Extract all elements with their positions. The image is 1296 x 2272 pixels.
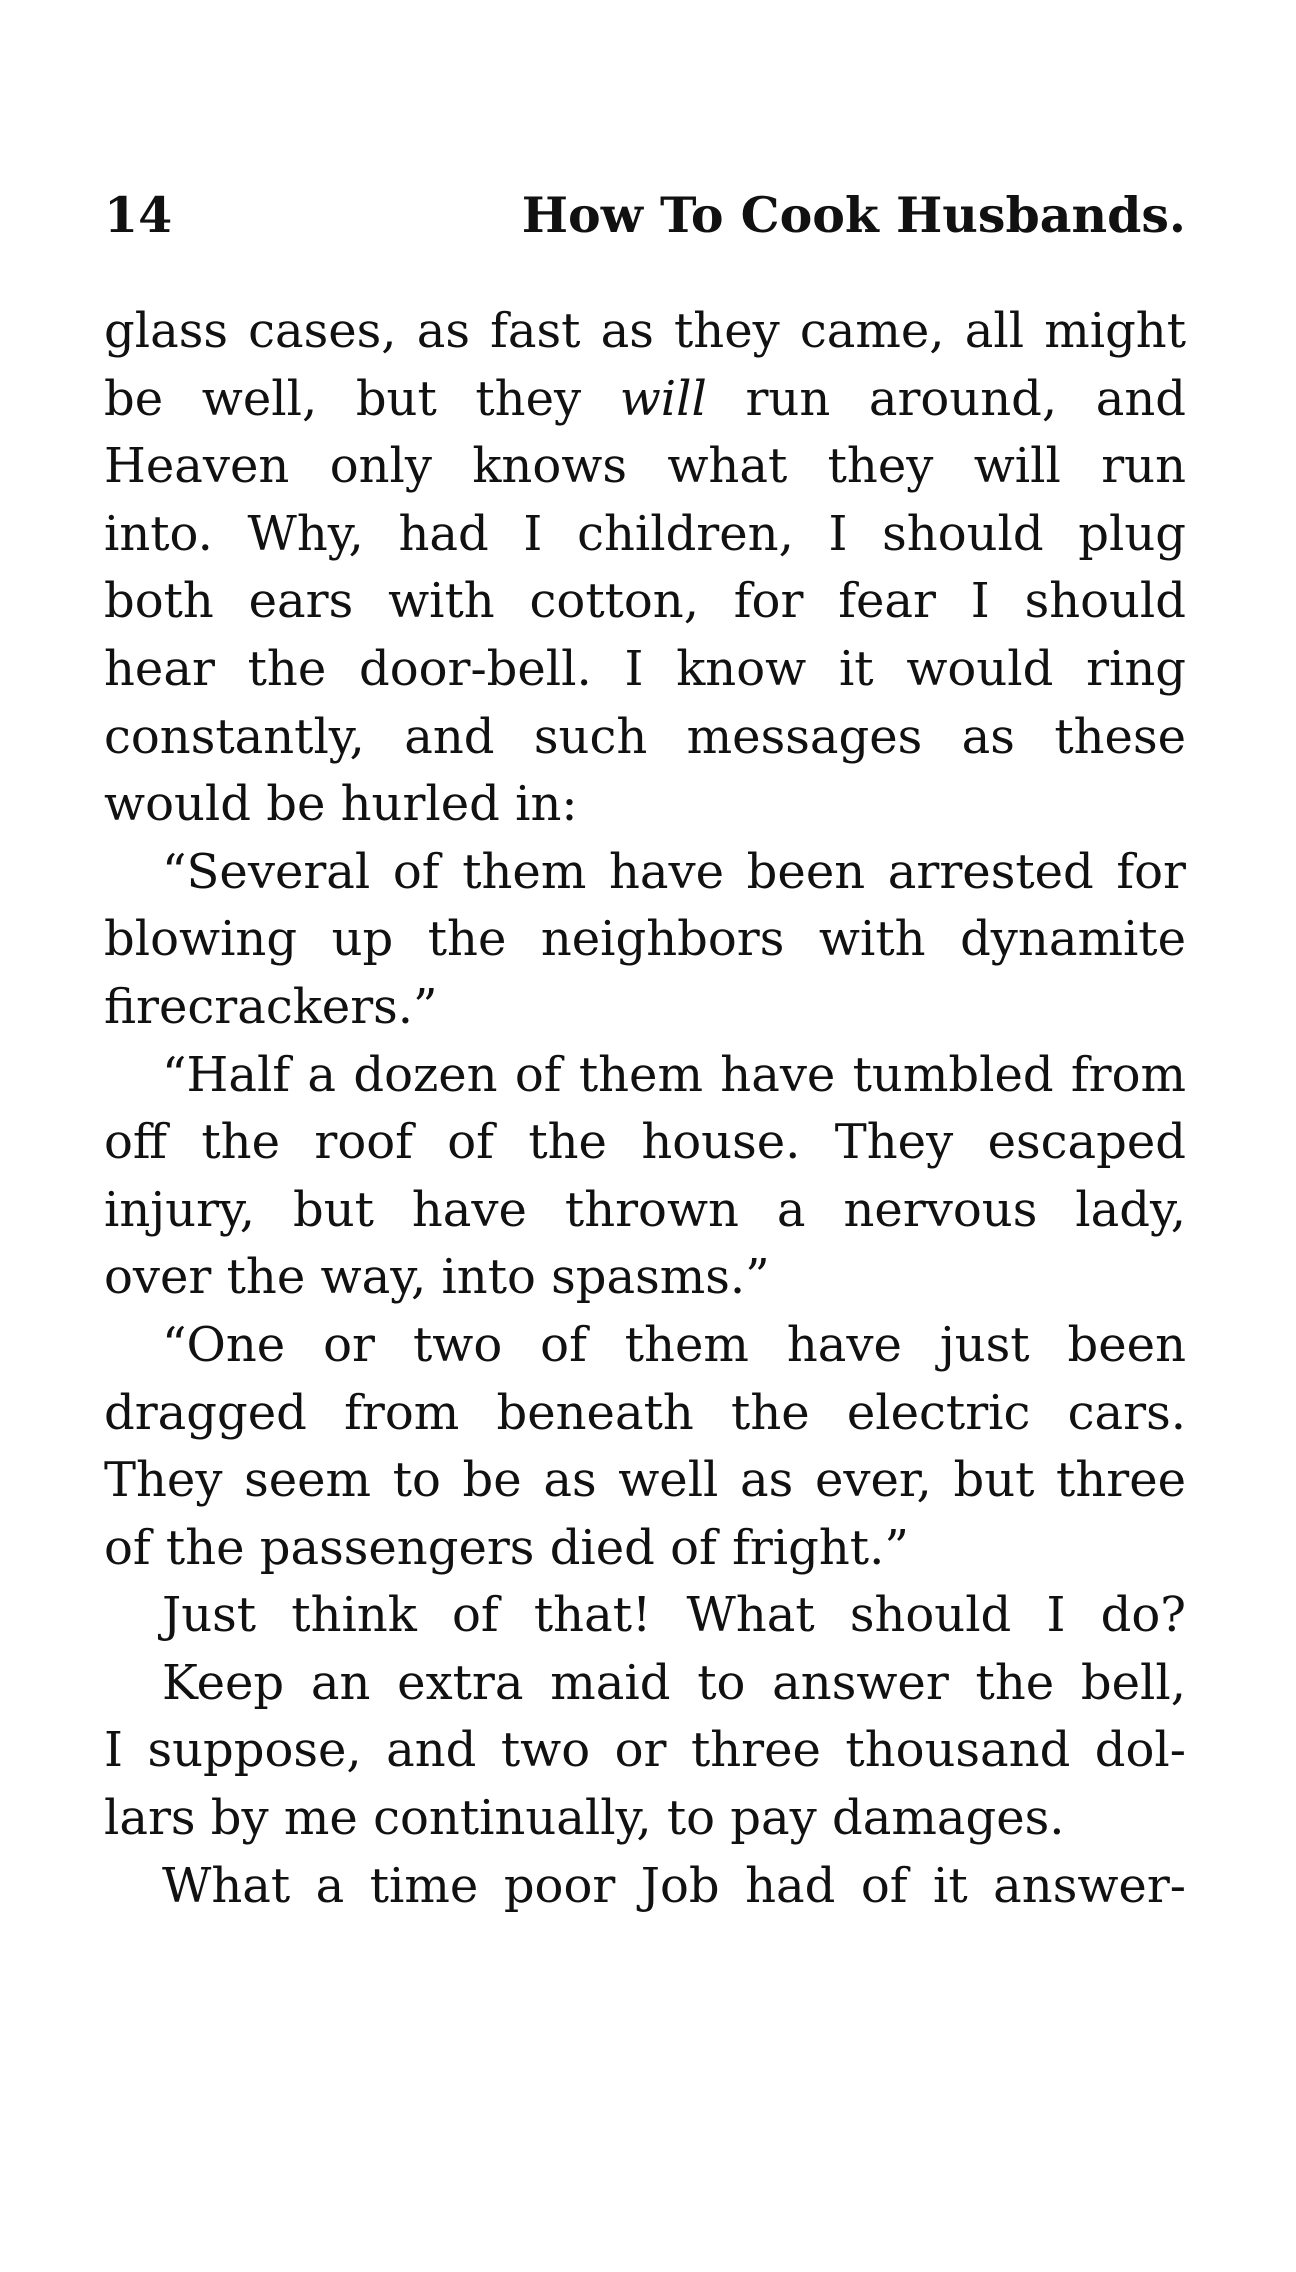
text-line: hear the door-bell. I know it would ring xyxy=(104,640,1186,697)
page-number: 14 xyxy=(104,186,173,244)
text-line: would be hurled in: xyxy=(104,776,578,833)
text-line: over the way, into spasms.” xyxy=(104,1249,770,1306)
text-line: lars by me continually, to pay damages. xyxy=(104,1790,1065,1847)
page-header xyxy=(104,186,1186,262)
text-line: “Several of them have been arrested for xyxy=(162,843,1186,900)
text-line: blowing up the neighbors with dynamite xyxy=(104,911,1186,968)
text-line: injury, but have thrown a nervous lady, xyxy=(104,1181,1186,1238)
text-line: both ears with cotton, for fear I should xyxy=(104,573,1186,630)
text-segment: run around, and xyxy=(706,370,1186,427)
text-line: They seem to be as well as ever, but three xyxy=(104,1452,1186,1509)
body-text xyxy=(104,298,1186,1920)
running-title: How To Cook Husbands. xyxy=(521,186,1186,244)
text-line: Keep an extra maid to answer the bell, xyxy=(162,1654,1186,1711)
text-line xyxy=(104,366,1186,434)
text-line: firecrackers.” xyxy=(104,978,438,1035)
text-line: Just think of that! What should I do? xyxy=(162,1587,1186,1644)
emphasized-word: will xyxy=(619,370,707,427)
text-line: What a time poor Job had of it answer- xyxy=(162,1857,1186,1914)
text-line: Heaven only knows what they will run xyxy=(104,438,1186,495)
text-line: off the roof of the house. They escaped xyxy=(104,1114,1186,1171)
text-line: into. Why, had I children, I should plug xyxy=(104,505,1186,562)
text-line: constantly, and such messages as these xyxy=(104,708,1186,765)
text-line: “Half a dozen of them have tumbled from xyxy=(162,1046,1186,1103)
text-segment: be well, but they xyxy=(104,370,620,427)
text-line: of the passengers died of fright.” xyxy=(104,1519,909,1576)
text-line: dragged from beneath the electric cars. xyxy=(104,1384,1186,1441)
text-line: glass cases, as fast as they came, all might xyxy=(104,303,1186,359)
text-line: “One or two of them have just been xyxy=(162,1316,1186,1373)
text-line: I suppose, and two or three thousand dol- xyxy=(104,1722,1186,1779)
